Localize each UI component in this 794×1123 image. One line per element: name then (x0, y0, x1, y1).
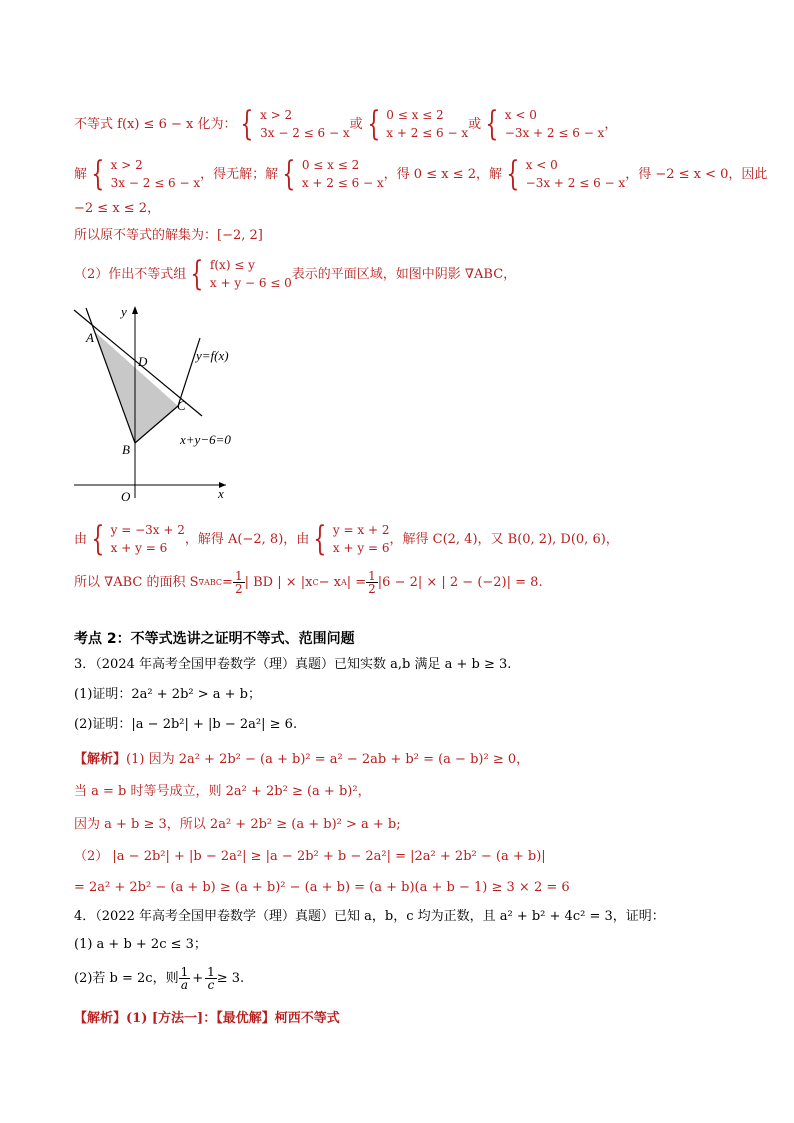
half-fraction-2 (366, 570, 378, 595)
comma: ， (604, 116, 618, 132)
part2-system: { f(x) ≤ y x + y − 6 ≤ 0 (190, 254, 292, 294)
y-label: y (121, 304, 127, 319)
sys-a-eq2: x + y = 6 (110, 541, 168, 555)
sub-a: A (340, 577, 347, 587)
or-text-1: 或 (349, 116, 363, 132)
answer-4-method: (1) [方法一]：【最优解】柯西不等式 (126, 1011, 340, 1026)
point-a-label: A (86, 330, 94, 345)
solution-line-1 (74, 106, 617, 142)
point-c-label: C (177, 398, 186, 413)
one-over-a: $\frac{1}{a}$ (180, 965, 189, 992)
topic-2-heading: 考点 2：不等式选讲之证明不等式、范围问题 (74, 631, 355, 647)
area-part1: | BD | × |x (244, 575, 313, 590)
sys-a-eq1: y = −3x + 2 (110, 523, 185, 537)
you-label: 由 (74, 531, 88, 547)
sub-c: C (312, 577, 319, 587)
sys-a-row1: x > 2 (260, 108, 293, 122)
solution-set-line: 所以原不等式的解集为：[−2, 2] (74, 228, 263, 243)
area-subscript: ∇ABC (198, 577, 223, 587)
answer-4-line1 (74, 1012, 340, 1025)
answer-3-line4: （2） |a − 2b²| + |b − 2a²| ≥ |a − 2b² + b − 2a²| = |2a² + 2b² − (a + b)| (74, 849, 546, 864)
answer-3-line1 (74, 753, 529, 766)
sys-b-row2: x + 2 ≤ 6 − x (386, 126, 469, 140)
line1-prefix: 不等式 f(x) ≤ 6 − x 化为： (74, 116, 237, 132)
half-fraction-1 (233, 570, 245, 595)
half-num-1: 1 (234, 569, 243, 583)
q4-p2-prefix: (2)若 b = 2c，则 (74, 971, 179, 986)
part2-sys-row2: x + y − 6 ≤ 0 (209, 276, 292, 290)
system-b2: { 0 ≤ x ≤ 2 x + 2 ≤ 6 − x (282, 154, 384, 194)
solve-points-line (74, 521, 619, 557)
sys-c-row2: −3x + 2 ≤ 6 − x (504, 126, 605, 140)
question-3-part2: (2)证明：|a − 2b²| + |b − 2a²| ≥ 6. (74, 717, 298, 732)
half-num-2: 1 (368, 569, 376, 583)
jie-label: 解 (74, 166, 88, 182)
no-solution-text: ，得无解；解 (200, 166, 279, 182)
solution-line-2 (74, 156, 767, 192)
plus-sign: + (192, 971, 204, 986)
answer-3-line3: 因为 a + b ≥ 3，所以 2a² + 2b² ≥ (a + b)² > a + b; (74, 817, 401, 832)
answer-3-line5: = 2a² + 2b² − (a + b) ≥ (a + b)² − (a + b) = (a + b)(a + b − 1) ≥ 3 × 2 = 6 (74, 880, 570, 895)
system-a2: { x > 2 3x − 2 ≤ 6 − x (91, 154, 201, 194)
system-b: { 0 ≤ x ≤ 2 x + 2 ≤ 6 − x (366, 104, 469, 144)
fx-curve-label: y=f(x) (196, 348, 229, 363)
point-d-label: D (138, 354, 148, 369)
part2-prefix: （2）作出不等式组 (74, 266, 187, 282)
sys-c2-row1: x < 0 (525, 158, 558, 172)
system-c2: { x < 0 −3x + 2 ≤ 6 − x (506, 154, 626, 194)
sys-a2-row1: x > 2 (110, 158, 143, 172)
area-part1c: | = (346, 575, 367, 590)
result-3-text: ，得 −2 ≤ x < 0，因此 (625, 166, 768, 182)
sys-a-row2: 3x − 2 ≤ 6 − x (260, 126, 350, 140)
result-2-text: ，得 0 ≤ x ≤ 2，解 (383, 166, 502, 182)
question-3-stem: 3．（2024 年高考全国甲卷数学（理）真题）已知实数 a,b 满足 a + b ≥ 3. (74, 657, 512, 672)
sys-b2-row2: x + 2 ≤ 6 − x (301, 176, 384, 190)
line-equation-label: x+y−6=0 (180, 432, 231, 447)
part2-suffix: 表示的平面区域，如图中阴影 ∇ABC， (291, 266, 517, 282)
part2-intro (74, 256, 516, 292)
sys-c2-row2: −3x + 2 ≤ 6 − x (525, 176, 626, 190)
area-part2: |6 − 2| × | 2 − (−2)| = 8. (377, 575, 543, 590)
part2-sys-row1: f(x) ≤ y (209, 258, 255, 272)
q4-p2-suffix: ≥ 3. (216, 971, 245, 986)
question-3-part1: (1)证明：2a² + 2b² > a + b； (74, 687, 261, 702)
origin-label: O (121, 489, 131, 504)
answer-3-line2: 当 a = b 时等号成立，则 2a² + 2b² ≥ (a + b)²， (74, 784, 371, 799)
sys-c-row1: x < 0 (504, 108, 537, 122)
x-label: x (218, 486, 224, 501)
area-prefix: 所以 ∇ABC 的面积 S (74, 575, 199, 590)
half-den-2: 2 (368, 582, 376, 596)
solution-line-3: −2 ≤ x ≤ 2， (74, 201, 161, 216)
analysis-tag-4: 【解析】 (74, 1011, 127, 1026)
system-a: { x > 2 3x − 2 ≤ 6 − x (240, 104, 350, 144)
area-equals: = (222, 575, 233, 590)
question-4-part1: (1) a + b + 2c ≤ 3； (74, 937, 207, 952)
result-c-text: ，解得 C(2, 4)，又 B(0, 2), D(0, 6)， (389, 531, 619, 547)
question-4-part2 (74, 966, 244, 991)
area-part1b: − x (318, 575, 341, 590)
sys-c-eq1: y = x + 2 (332, 523, 390, 537)
region-graph (66, 298, 236, 510)
sys-b2-row1: 0 ≤ x ≤ 2 (301, 158, 360, 172)
point-b-label: B (122, 442, 130, 457)
system-for-a: { y = −3x + 2 x + y = 6 (91, 519, 185, 559)
one-over-c: $\frac{1}{c}$ (207, 965, 215, 992)
system-for-c: { y = x + 2 x + y = 6 (313, 519, 390, 559)
answer-3-l1-text: (1) 因为 2a² + 2b² − (a + b)² = a² − 2ab + b² = (a − b)² ≥ 0， (126, 752, 530, 767)
shaded-triangle-abc (94, 331, 178, 443)
or-text-2: 或 (468, 116, 482, 132)
system-c: { x < 0 −3x + 2 ≤ 6 − x (485, 104, 605, 144)
half-den-1: 2 (234, 582, 243, 596)
sys-a2-row2: 3x − 2 ≤ 6 − x (110, 176, 201, 190)
area-line (74, 570, 543, 595)
y-axis-arrow (132, 306, 138, 314)
result-a-text: ，解得 A(−2, 8)，由 (184, 531, 310, 547)
question-4-stem: 4．（2022 年高考全国甲卷数学（理）真题）已知 a，b，c 均为正数，且 a² + b² + 4c² = 3，证明： (74, 909, 665, 924)
analysis-tag-3: 【解析】 (74, 752, 127, 767)
sys-c-eq2: x + y = 6 (332, 541, 390, 555)
sys-b-row1: 0 ≤ x ≤ 2 (386, 108, 444, 122)
